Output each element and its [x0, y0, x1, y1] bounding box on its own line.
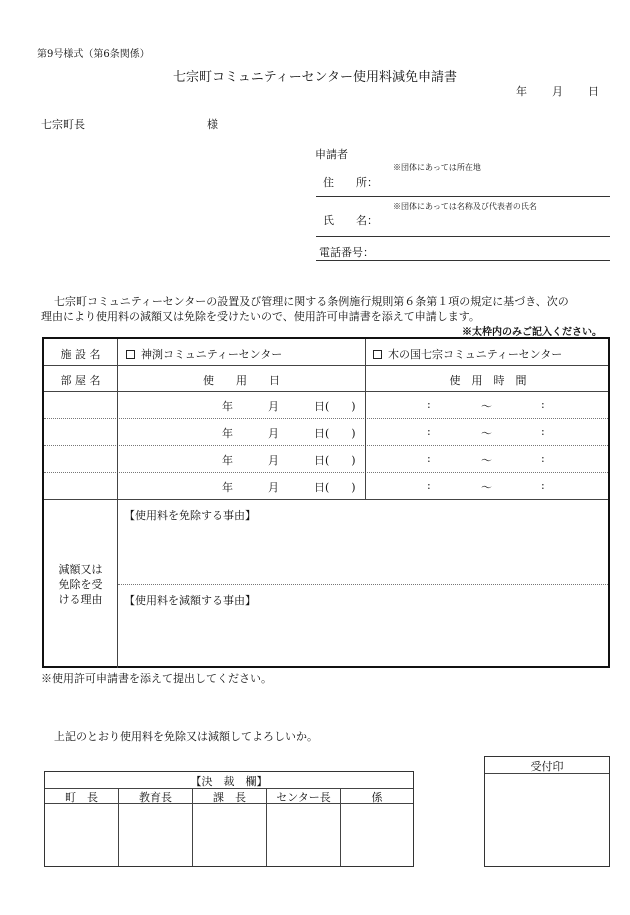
row4-tilde: 〜 — [481, 481, 492, 494]
form-number: 第9号様式（第6条関係） — [37, 49, 150, 60]
approval-request-text: 上記のとおり使用料を免除又は減額してよろしいか。 — [54, 730, 318, 743]
facility-option1-label: 神渕コミュニティーセンター — [141, 348, 283, 361]
reason-label-line1: 減額又は — [58, 563, 103, 576]
row4-colon-start: : — [427, 479, 431, 492]
addressee: 七宗町長 — [41, 118, 85, 131]
row3-colon-start: : — [427, 452, 431, 465]
row2-day: 日( ) — [314, 427, 356, 440]
approval-col-center-chief: センター長 — [276, 791, 331, 804]
date-month-label: 月 — [552, 85, 563, 98]
row1-year: 年 — [222, 400, 233, 413]
row3-day: 日( ) — [314, 454, 356, 467]
approval-title: 【決 裁 欄】 — [190, 775, 268, 788]
exemption-reason-heading: 【使用料を免除する事由】 — [124, 509, 256, 522]
approval-col-staff: 係 — [371, 791, 383, 804]
reason-label-line2: 免除を受 — [58, 578, 103, 591]
room-label: 部 屋 名 — [60, 374, 101, 387]
facility-option-kanbuchi[interactable] — [126, 346, 282, 362]
body-text-line2: 理由により使用料の減額又は免除を受けたいので、使用許可申請書を添えて申請します。 — [41, 310, 480, 323]
row2-tilde: 〜 — [481, 427, 492, 440]
name-underline — [316, 236, 610, 237]
reception-stamp-box — [484, 756, 610, 867]
row1-colon-start: : — [427, 398, 431, 411]
facility-label: 施 設 名 — [60, 348, 101, 361]
row4-colon-end: : — [541, 479, 545, 492]
phone-label: 電話番号： — [319, 246, 374, 259]
row4-month: 月 — [268, 481, 279, 494]
date-year-label: 年 — [516, 85, 527, 98]
body-text-line1: 七宗町コミュニティーセンターの設置及び管理に関する条例施行規則第６条第１項の規定に基づき、次の — [54, 295, 569, 308]
reason-label-line3: ける理由 — [58, 593, 103, 606]
approval-table — [44, 771, 414, 867]
row2-month: 月 — [268, 427, 279, 440]
phone-underline — [316, 260, 610, 261]
facility-option2-label: 木の国七宗コミュニティーセンター — [388, 348, 563, 361]
row4-year: 年 — [222, 481, 233, 494]
kanbuchi-checkbox[interactable] — [126, 350, 135, 359]
row1-tilde: 〜 — [481, 400, 492, 413]
row3-colon-end: : — [541, 452, 545, 465]
row2-colon-start: : — [427, 425, 431, 438]
date-day-label: 日 — [588, 85, 599, 98]
row2-colon-end: : — [541, 425, 545, 438]
kinokuni-checkbox[interactable] — [373, 350, 382, 359]
reception-stamp-label: 受付印 — [530, 760, 564, 773]
name-note: ※団体にあっては名称及び代表者の氏名 — [393, 202, 537, 211]
row3-year: 年 — [222, 454, 233, 467]
address-underline — [316, 196, 610, 197]
row3-month: 月 — [268, 454, 279, 467]
row1-month: 月 — [268, 400, 279, 413]
usage-date-header: 使 用 日 — [203, 374, 280, 387]
address-note: ※団体にあっては所在地 — [393, 163, 481, 172]
page-title: 七宗町コミュニティーセンター使用料減免申請書 — [173, 70, 457, 85]
row1-day: 日( ) — [314, 400, 356, 413]
footer-note: ※使用許可申請書を添えて提出してください。 — [41, 672, 272, 685]
applicant-heading: 申請者 — [315, 148, 348, 161]
row2-year: 年 — [222, 427, 233, 440]
approval-col-superintendent: 教育長 — [139, 791, 172, 804]
address-label: 住 所： — [323, 176, 378, 189]
addressee-honorific: 様 — [207, 118, 218, 131]
bold-frame-note: ※太枠内のみご記入ください。 — [462, 327, 602, 338]
reduction-reason-heading: 【使用料を減額する事由】 — [124, 594, 256, 607]
name-label: 氏 名： — [323, 214, 378, 227]
row4-day: 日( ) — [314, 481, 356, 494]
usage-time-header: 使 用 時 間 — [449, 374, 527, 387]
facility-option-kinokuni[interactable] — [373, 346, 562, 362]
application-table — [42, 337, 610, 668]
approval-col-section-chief: 課 長 — [213, 791, 246, 804]
row1-colon-end: : — [541, 398, 545, 411]
row3-tilde: 〜 — [481, 454, 492, 467]
approval-col-mayor: 町 長 — [65, 791, 98, 804]
